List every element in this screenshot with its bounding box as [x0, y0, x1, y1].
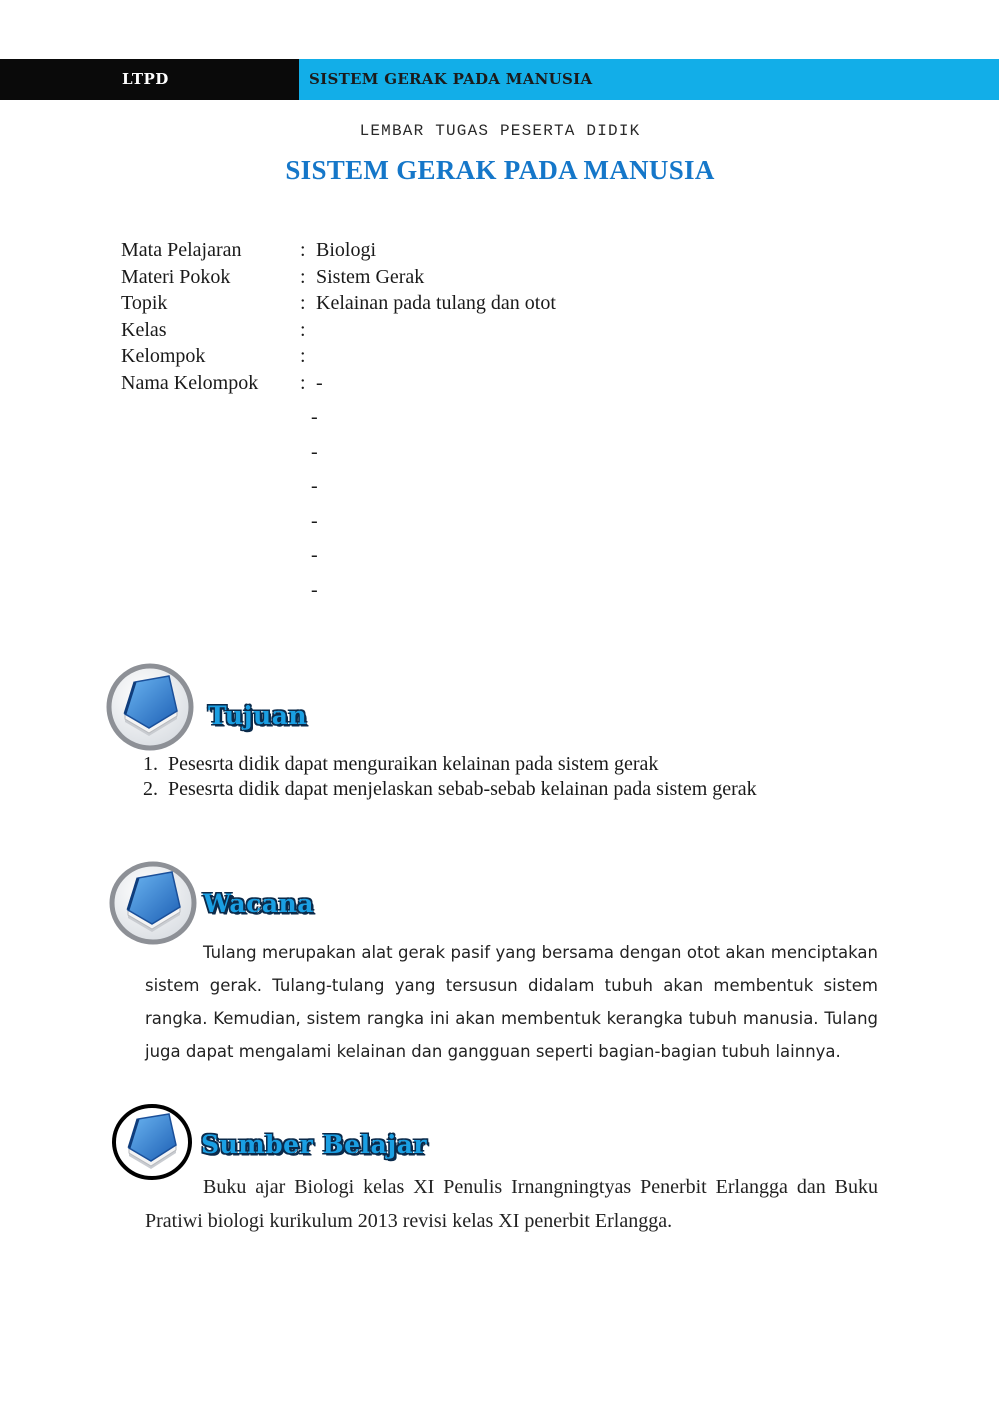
book-icon — [105, 662, 195, 752]
member-dash: - — [311, 440, 318, 463]
info-label: Mata Pelajaran — [121, 239, 242, 261]
list-item-number: 1. — [143, 753, 158, 775]
member-dash: - — [311, 406, 318, 428]
list-item — [143, 752, 757, 777]
member-dash: - — [311, 544, 318, 566]
info-value: Sistem Gerak — [316, 265, 425, 288]
info-value: Biologi — [316, 239, 377, 261]
info-colon: : — [300, 292, 306, 315]
header-bar — [0, 59, 999, 100]
section-heading-sumber-belajar: Sumber Belajar — [201, 1130, 428, 1159]
wacana-paragraph: Tulang merupakan alat gerak pasif yang bersama dengan otot akan menciptakan sistem gerak. Tulang-tulang yang tersusun didalam tubuh akan membentuk sistem rangka. Kemudian, sistem rangka ini akan membentuk kerangka tubuh manusia. Tulang juga dapat mengalami kelainan dan gangguan seperti bagian-bagian tubuh lainnya. — [145, 943, 878, 1061]
info-colon: : — [300, 345, 306, 368]
member-dash: - — [311, 475, 318, 497]
list-item — [143, 777, 757, 802]
identity-info — [121, 237, 556, 397]
info-row-materi-pokok — [121, 264, 556, 291]
info-row-topik — [121, 290, 556, 317]
info-row-kelompok — [121, 343, 556, 370]
sumber-paragraph: Buku ajar Biologi kelas XI Penulis Irnangningtyas Penerbit Erlangga dan Buku Pratiwi biologi kurikulum 2013 revisi kelas XI penerbit Erlangga. — [145, 1176, 878, 1232]
list-item-number: 2. — [143, 778, 158, 800]
section-heading-wacana: Wacana — [203, 889, 314, 918]
info-value — [314, 343, 316, 370]
info-colon: : — [300, 239, 306, 261]
header-ltpd-label: LTPD — [0, 59, 299, 100]
book-icon — [108, 860, 198, 946]
info-row-kelas — [121, 317, 556, 344]
section-heading-tujuan: Tujuan — [208, 701, 308, 730]
page-title: SISTEM GERAK PADA MANUSIA — [285, 155, 715, 185]
info-label: Kelas — [121, 318, 167, 341]
list-item-text: Pesesrta didik dapat menguraikan kelainan pada sistem gerak — [168, 753, 659, 775]
info-label: Topik — [121, 292, 168, 315]
info-colon: : — [300, 265, 306, 288]
info-label: Nama Kelompok — [121, 371, 259, 394]
header-topic-label: SISTEM GERAK PADA MANUSIA — [299, 59, 999, 100]
document-subtitle: LEMBAR TUGAS PESERTA DIDIK — [359, 122, 641, 140]
info-label: Materi Pokok — [121, 265, 231, 288]
info-row-nama-kelompok — [121, 370, 556, 397]
info-colon: : — [300, 318, 306, 341]
info-row-mata-pelajaran — [121, 237, 556, 264]
member-dash: - — [311, 509, 318, 532]
tujuan-list — [143, 752, 757, 802]
info-value: Kelainan pada tulang dan otot — [316, 292, 556, 315]
list-item-text: Pesesrta didik dapat menjelaskan sebab-sebab kelainan pada sistem gerak — [168, 778, 757, 800]
info-value — [314, 317, 316, 344]
info-label: Kelompok — [121, 345, 206, 368]
info-value: - — [316, 371, 323, 394]
info-colon: : — [300, 371, 306, 394]
member-dash: - — [311, 578, 318, 601]
member-list — [311, 405, 318, 612]
